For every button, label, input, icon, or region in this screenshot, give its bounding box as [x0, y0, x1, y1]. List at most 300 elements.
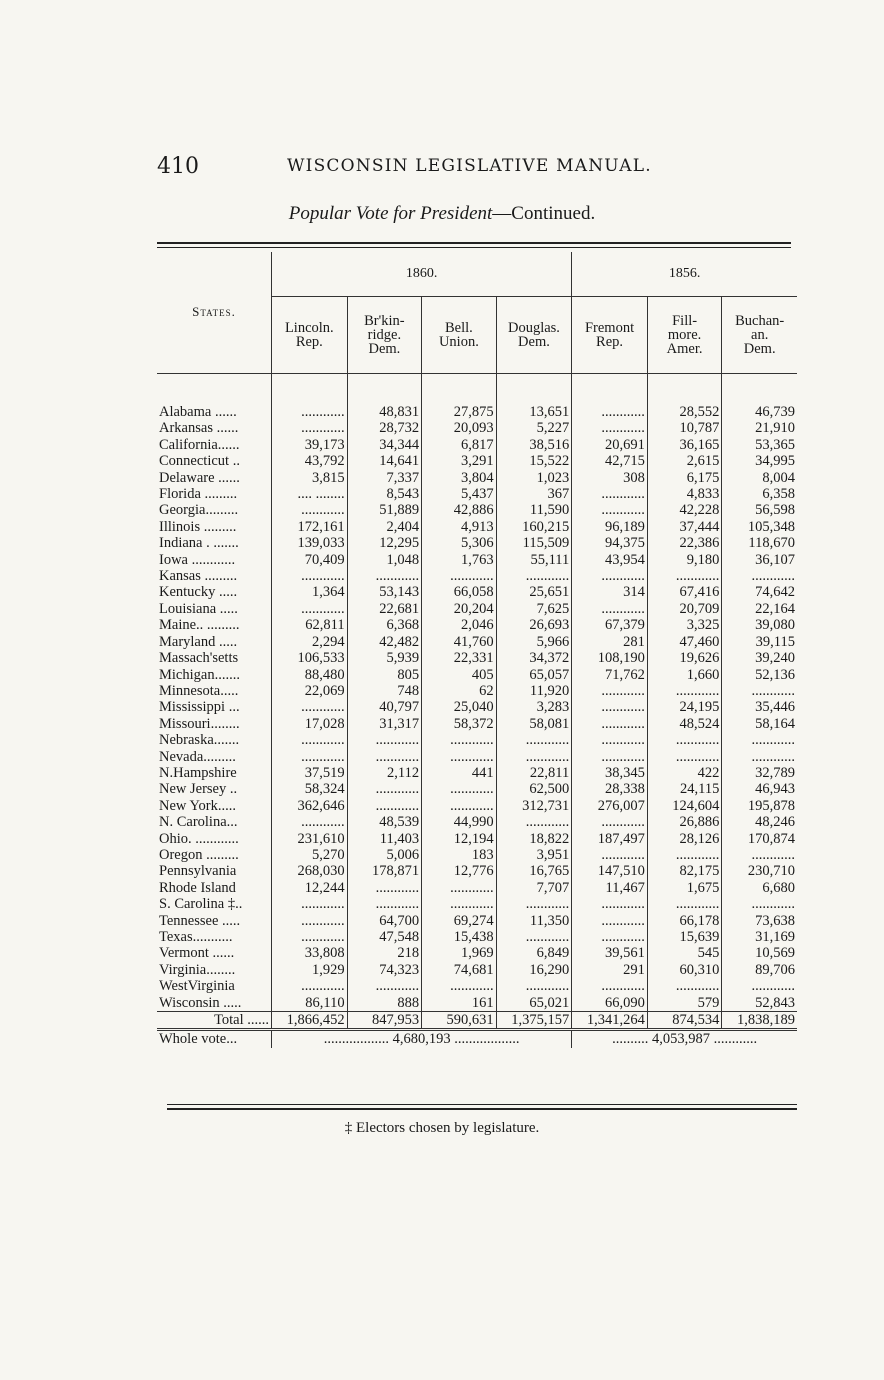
vote-cell: ............	[422, 732, 497, 748]
vote-cell: 11,590	[496, 502, 572, 518]
total-cell: 1,341,264	[572, 1012, 648, 1030]
vote-cell: 12,194	[422, 831, 497, 847]
vote-cell: ............	[347, 880, 422, 896]
states-header: States.	[192, 304, 236, 320]
table-row	[157, 798, 797, 814]
vote-cell: 36,165	[647, 437, 722, 453]
vote-cell: 52,136	[722, 667, 797, 683]
vote-cell: ............	[422, 880, 497, 896]
column-header-line: Rep.	[295, 334, 323, 350]
vote-cell: 56,598	[722, 502, 797, 518]
vote-cell: 65,057	[496, 667, 572, 683]
vote-cell: 7,625	[496, 601, 572, 617]
vote-cell: ............	[347, 781, 422, 797]
table-row	[157, 863, 797, 879]
vote-cell: 888	[347, 995, 422, 1012]
vote-cell: 42,228	[647, 502, 722, 518]
vote-cell: 47,460	[647, 634, 722, 650]
vote-cell: 15,522	[496, 453, 572, 469]
vote-cell: 65,021	[496, 995, 572, 1012]
state-name: Iowa ............	[159, 551, 236, 568]
vote-cell: 15,438	[422, 929, 497, 945]
vote-cell: 22,681	[347, 601, 422, 617]
total-label: Total ......	[157, 1012, 272, 1030]
vote-cell: ............	[572, 814, 648, 830]
vote-cell: 22,811	[496, 765, 572, 781]
vote-cell: 42,482	[347, 634, 422, 650]
vote-cell: 28,338	[572, 781, 648, 797]
table-row	[157, 831, 797, 847]
vote-cell: ............	[572, 683, 648, 699]
vote-cell: 33,808	[272, 945, 348, 961]
vote-cell: 1,969	[422, 945, 497, 961]
vote-cell: 5,227	[496, 420, 572, 436]
vote-cell: ............	[572, 749, 648, 765]
vote-cell: ............	[722, 896, 797, 912]
vote-cell: ............	[272, 732, 348, 748]
vote-cell: 748	[347, 683, 422, 699]
vote-cell: ............	[572, 420, 648, 436]
vote-cell: 66,058	[422, 584, 497, 600]
vote-cell: 11,467	[572, 880, 648, 896]
table-row	[157, 535, 797, 551]
vote-cell: 13,651	[496, 404, 572, 420]
vote-cell: 5,939	[347, 650, 422, 666]
vote-cell: 160,215	[496, 519, 572, 535]
vote-cell: 4,913	[422, 519, 497, 535]
vote-cell: ............	[572, 847, 648, 863]
vote-cell: 40,797	[347, 699, 422, 715]
vote-cell: 82,175	[647, 863, 722, 879]
vote-cell: ............	[647, 732, 722, 748]
state-name: Pennsylvania	[159, 863, 237, 880]
vote-cell: 39,561	[572, 945, 648, 961]
vote-cell: 74,323	[347, 962, 422, 978]
table-row	[157, 765, 797, 781]
vote-cell: 147,510	[572, 863, 648, 879]
vote-cell: 94,375	[572, 535, 648, 551]
vote-cell: ............	[272, 502, 348, 518]
column-header-line: ridge.	[367, 327, 402, 343]
vote-cell: ............	[572, 699, 648, 715]
vote-cell: 58,372	[422, 716, 497, 732]
column-header-line: Fill-	[672, 313, 698, 329]
vote-cell: 22,164	[722, 601, 797, 617]
vote-cell: 3,951	[496, 847, 572, 863]
vote-cell: ............	[496, 568, 572, 584]
column-header-line: Douglas.	[507, 320, 560, 336]
table-row	[157, 962, 797, 978]
vote-cell: 22,331	[422, 650, 497, 666]
state-name: Oregon .........	[159, 846, 239, 863]
state-name: Nebraska.......	[159, 732, 240, 749]
vote-cell: 405	[422, 667, 497, 683]
vote-cell: 10,569	[722, 945, 797, 961]
column-header-line: Dem.	[368, 341, 401, 357]
state-name: Nevada.........	[159, 748, 236, 765]
table-row	[157, 929, 797, 945]
vote-cell: 172,161	[272, 519, 348, 535]
table-row	[157, 913, 797, 929]
table-row	[157, 584, 797, 600]
vote-cell: 71,762	[572, 667, 648, 683]
vote-cell: ............	[647, 896, 722, 912]
vote-cell: ............	[347, 568, 422, 584]
bottom-double-rule	[167, 1104, 797, 1110]
vote-cell: 25,040	[422, 699, 497, 715]
year-header-1860: 1860.	[272, 252, 572, 297]
vote-cell: 230,710	[722, 863, 797, 879]
vote-cell: 1,048	[347, 552, 422, 568]
vote-cell: 88,480	[272, 667, 348, 683]
vote-cell: 124,604	[647, 798, 722, 814]
vote-cell: 74,681	[422, 962, 497, 978]
vote-cell: 39,080	[722, 617, 797, 633]
total-cell: 1,838,189	[722, 1012, 797, 1030]
popular-vote-table	[157, 252, 797, 1048]
vote-cell: ............	[272, 913, 348, 929]
vote-cell: 20,709	[647, 601, 722, 617]
total-cell: 1,375,157	[496, 1012, 572, 1030]
vote-cell: 34,344	[347, 437, 422, 453]
state-name: Maine.. .........	[159, 617, 240, 634]
vote-cell: 170,874	[722, 831, 797, 847]
column-header-line: Lincoln.	[284, 320, 334, 336]
column-header	[722, 297, 797, 374]
table-row	[157, 568, 797, 584]
whole-vote-1860: .................. 4,680,193 ..................	[272, 1030, 572, 1048]
vote-cell: 20,093	[422, 420, 497, 436]
vote-cell: 139,033	[272, 535, 348, 551]
vote-cell: 39,240	[722, 650, 797, 666]
vote-cell: ............	[272, 699, 348, 715]
table-row	[157, 814, 797, 830]
vote-cell: ............	[347, 798, 422, 814]
vote-cell: 22,386	[647, 535, 722, 551]
vote-cell: 28,552	[647, 404, 722, 420]
table-row	[157, 995, 797, 1012]
vote-cell: 62	[422, 683, 497, 699]
vote-cell: ............	[572, 978, 648, 994]
table-row	[157, 683, 797, 699]
column-header-line: more.	[667, 327, 702, 343]
vote-cell: 276,007	[572, 798, 648, 814]
table-row	[157, 847, 797, 863]
vote-cell: 6,817	[422, 437, 497, 453]
vote-cell: 17,028	[272, 716, 348, 732]
column-header-line: Br'kin-	[364, 313, 405, 329]
vote-cell: 28,126	[647, 831, 722, 847]
vote-cell: ............	[272, 978, 348, 994]
vote-cell: 24,195	[647, 699, 722, 715]
state-name: New York.....	[159, 797, 236, 814]
vote-cell: 308	[572, 470, 648, 486]
column-header	[496, 297, 572, 374]
vote-cell: ............	[272, 929, 348, 945]
vote-cell: ............	[272, 749, 348, 765]
vote-cell: 46,739	[722, 404, 797, 420]
vote-cell: 52,843	[722, 995, 797, 1012]
vote-cell: 38,345	[572, 765, 648, 781]
vote-cell: 58,164	[722, 716, 797, 732]
vote-cell: 31,317	[347, 716, 422, 732]
table-row	[157, 978, 797, 994]
vote-cell: ............	[722, 978, 797, 994]
vote-cell: ............	[347, 978, 422, 994]
vote-cell: 2,294	[272, 634, 348, 650]
vote-cell: ............	[496, 978, 572, 994]
vote-cell: ............	[496, 814, 572, 830]
vote-cell: 4,833	[647, 486, 722, 502]
vote-cell: 32,789	[722, 765, 797, 781]
state-name: Arkansas ......	[159, 420, 239, 437]
vote-cell: 37,519	[272, 765, 348, 781]
vote-cell: 178,871	[347, 863, 422, 879]
vote-cell: 15,639	[647, 929, 722, 945]
table-row	[157, 552, 797, 568]
vote-cell: 118,670	[722, 535, 797, 551]
vote-cell: 6,368	[347, 617, 422, 633]
vote-cell: 1,675	[647, 880, 722, 896]
vote-cell: 26,693	[496, 617, 572, 633]
vote-cell: 2,404	[347, 519, 422, 535]
vote-cell: 2,615	[647, 453, 722, 469]
whole-vote-1856: .......... 4,053,987 ............	[572, 1030, 797, 1048]
vote-cell: 8,543	[347, 486, 422, 502]
vote-cell: 86,110	[272, 995, 348, 1012]
vote-cell: ............	[272, 404, 348, 420]
vote-cell: 21,910	[722, 420, 797, 436]
vote-cell: 7,337	[347, 470, 422, 486]
state-name: Rhode Island	[159, 879, 236, 896]
table-row	[157, 601, 797, 617]
vote-cell: ............	[422, 749, 497, 765]
table-row	[157, 502, 797, 518]
top-double-rule	[157, 242, 791, 248]
vote-cell: 5,437	[422, 486, 497, 502]
vote-cell: 36,107	[722, 552, 797, 568]
state-name: Illinois .........	[159, 518, 237, 535]
vote-cell: 3,291	[422, 453, 497, 469]
vote-cell: ............	[572, 913, 648, 929]
table-row	[157, 667, 797, 683]
table-subtitle	[0, 203, 884, 225]
vote-cell: 28,732	[347, 420, 422, 436]
vote-cell: 26,886	[647, 814, 722, 830]
vote-cell: 34,995	[722, 453, 797, 469]
vote-cell: 39,173	[272, 437, 348, 453]
vote-cell: 195,878	[722, 798, 797, 814]
vote-cell: 3,815	[272, 470, 348, 486]
header-separator	[157, 374, 797, 405]
column-header-line: Buchan-	[735, 313, 785, 329]
state-name: Wisconsin .....	[159, 994, 242, 1011]
table-row	[157, 781, 797, 797]
vote-cell: 67,379	[572, 617, 648, 633]
table-row	[157, 732, 797, 748]
vote-cell: 3,283	[496, 699, 572, 715]
table-row	[157, 880, 797, 896]
vote-cell: 579	[647, 995, 722, 1012]
vote-cell: ............	[647, 749, 722, 765]
vote-cell: 312,731	[496, 798, 572, 814]
vote-cell: 7,707	[496, 880, 572, 896]
vote-cell: 58,081	[496, 716, 572, 732]
vote-cell: 20,691	[572, 437, 648, 453]
vote-cell: ............	[647, 568, 722, 584]
vote-cell: ............	[496, 749, 572, 765]
vote-cell: 268,030	[272, 863, 348, 879]
vote-cell: .... ........	[272, 486, 348, 502]
vote-cell: 5,270	[272, 847, 348, 863]
vote-cell: 66,178	[647, 913, 722, 929]
vote-cell: 115,509	[496, 535, 572, 551]
vote-cell: ............	[572, 568, 648, 584]
vote-cell: ............	[272, 601, 348, 617]
vote-cell: ............	[722, 568, 797, 584]
vote-cell: ............	[572, 601, 648, 617]
subtitle-plain: —Continued.	[492, 203, 596, 224]
state-name: Ohio. ............	[159, 830, 239, 847]
vote-cell: 11,920	[496, 683, 572, 699]
vote-cell: ............	[496, 929, 572, 945]
vote-cell: 8,004	[722, 470, 797, 486]
vote-cell: ............	[272, 814, 348, 830]
vote-cell: 362,646	[272, 798, 348, 814]
vote-cell: ............	[572, 502, 648, 518]
vote-cell: 89,706	[722, 962, 797, 978]
vote-cell: ............	[422, 798, 497, 814]
total-cell: 847,953	[347, 1012, 422, 1030]
vote-cell: 161	[422, 995, 497, 1012]
vote-cell: 105,348	[722, 519, 797, 535]
vote-cell: 35,446	[722, 699, 797, 715]
page-number: 410	[157, 154, 199, 179]
vote-cell: 64,700	[347, 913, 422, 929]
vote-cell: 73,638	[722, 913, 797, 929]
vote-cell: ............	[647, 847, 722, 863]
vote-cell: 183	[422, 847, 497, 863]
vote-cell: 106,533	[272, 650, 348, 666]
state-name: Kansas .........	[159, 568, 238, 585]
column-header-line: Dem.	[518, 334, 550, 350]
vote-cell: 1,364	[272, 584, 348, 600]
table-row	[157, 650, 797, 666]
vote-cell: 48,524	[647, 716, 722, 732]
state-name: N.Hampshire	[159, 764, 237, 781]
vote-cell: ............	[347, 896, 422, 912]
vote-cell: 41,760	[422, 634, 497, 650]
running-title: WISCONSIN LEGISLATIVE MANUAL.	[287, 156, 652, 176]
vote-cell: 441	[422, 765, 497, 781]
table-row	[157, 453, 797, 469]
total-cell: 874,534	[647, 1012, 722, 1030]
vote-cell: 44,990	[422, 814, 497, 830]
table-row	[157, 749, 797, 765]
vote-cell: 805	[347, 667, 422, 683]
state-name: California......	[159, 436, 240, 453]
column-header-line: Rep.	[596, 334, 624, 350]
vote-cell: 48,246	[722, 814, 797, 830]
vote-cell: 6,680	[722, 880, 797, 896]
column-header-line: Bell.	[445, 320, 473, 336]
vote-cell: 14,641	[347, 453, 422, 469]
year-header-1856: 1856.	[572, 252, 797, 297]
vote-cell: 60,310	[647, 962, 722, 978]
vote-cell: 42,886	[422, 502, 497, 518]
vote-cell: ............	[496, 896, 572, 912]
table-row	[157, 486, 797, 502]
vote-cell: ............	[572, 716, 648, 732]
table-row	[157, 404, 797, 420]
vote-cell: 46,943	[722, 781, 797, 797]
vote-cell: 43,792	[272, 453, 348, 469]
footnote: ‡ Electors chosen by legislature.	[344, 1120, 540, 1136]
vote-cell: 20,204	[422, 601, 497, 617]
vote-cell: ............	[422, 781, 497, 797]
vote-cell: 38,516	[496, 437, 572, 453]
vote-cell: ............	[347, 732, 422, 748]
state-name: Texas...........	[159, 929, 233, 945]
state-name: Delaware ......	[159, 469, 240, 486]
vote-cell: 1,023	[496, 470, 572, 486]
state-name: Georgia.........	[159, 502, 239, 519]
vote-cell: ............	[647, 978, 722, 994]
state-name: Connecticut ..	[159, 453, 240, 470]
vote-cell: 12,244	[272, 880, 348, 896]
vote-cell: 31,169	[722, 929, 797, 945]
table-row	[157, 420, 797, 436]
state-name: Missouri........	[159, 715, 240, 732]
vote-cell: 16,765	[496, 863, 572, 879]
vote-cell: 11,403	[347, 831, 422, 847]
column-header	[572, 297, 648, 374]
table-row	[157, 945, 797, 961]
state-name: Maryland .....	[159, 633, 238, 650]
vote-cell: 3,804	[422, 470, 497, 486]
state-name: WestVirginia	[159, 978, 235, 995]
state-name: Vermont ......	[159, 945, 235, 962]
vote-cell: 24,115	[647, 781, 722, 797]
vote-cell: 67,416	[647, 584, 722, 600]
state-name: Virginia........	[159, 961, 236, 978]
vote-cell: 58,324	[272, 781, 348, 797]
vote-cell: ............	[572, 404, 648, 420]
table-row	[157, 699, 797, 715]
vote-cell: 218	[347, 945, 422, 961]
vote-cell: ............	[272, 420, 348, 436]
total-cell: 1,866,452	[272, 1012, 348, 1030]
vote-cell: 74,642	[722, 584, 797, 600]
table-row	[157, 634, 797, 650]
vote-cell: 231,610	[272, 831, 348, 847]
state-name: N. Carolina...	[159, 814, 238, 831]
vote-cell: ............	[572, 929, 648, 945]
column-header	[647, 297, 722, 374]
vote-cell: 6,358	[722, 486, 797, 502]
column-header-line: Dem.	[743, 341, 776, 357]
vote-cell: ............	[572, 732, 648, 748]
table-row	[157, 896, 797, 912]
vote-cell: ............	[722, 847, 797, 863]
total-row	[157, 1012, 797, 1030]
state-name: Michigan.......	[159, 666, 240, 683]
vote-cell: ............	[572, 486, 648, 502]
vote-cell: 6,175	[647, 470, 722, 486]
vote-cell: ............	[722, 683, 797, 699]
vote-cell: 16,290	[496, 962, 572, 978]
vote-cell: 66,090	[572, 995, 648, 1012]
